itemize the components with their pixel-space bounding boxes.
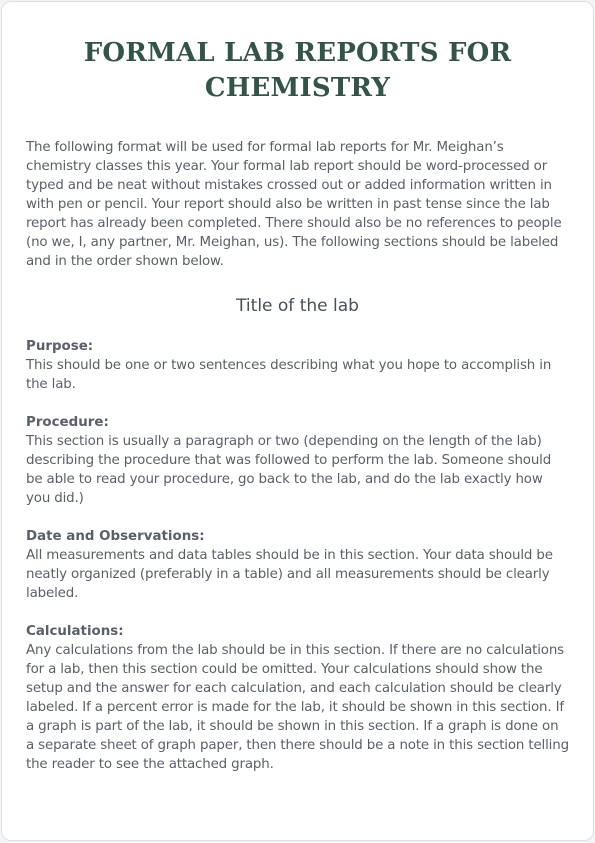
intro-paragraph: The following format will be used for formal lab reports for Mr. Meighan’s chemistry classes this year. Your formal lab report should be word-processed or typed and be neat without mistakes crossed out or added information written in with pen or pencil. Your report should also be written in past tense since the lab report has already been completed. There should also be no references to people (no we, I, any partner, Mr. Meighan, us). The following sections should be labeled and in the order shown below. xyxy=(26,140,562,269)
section-heading: Calculations: xyxy=(26,624,124,639)
section-date-observations xyxy=(26,527,569,603)
section-procedure xyxy=(26,413,569,508)
section-calculations xyxy=(26,622,569,774)
section-body: All measurements and data tables should be in this section. Your data should be neatly organized (preferably in a table) and all measurements should be clearly labeled. xyxy=(26,548,553,601)
section-body: Any calculations from the lab should be in this section. If there are no calculations for a lab, then this section could be omitted. Your calculations should show the setup and the answer for each calculation, and each calculation should be clearly labeled. If a percent error is made for the lab, it should be shown in this section. If a graph is part of the lab, it should be shown in this section. If a graph is done on a separate sheet of graph paper, then there should be a note in this section telling the reader to see the attached graph. xyxy=(26,643,569,772)
section-heading: Purpose: xyxy=(26,339,94,354)
document-page xyxy=(1,1,594,841)
lab-title-heading: Title of the lab xyxy=(236,296,359,316)
section-heading: Procedure: xyxy=(26,415,109,430)
section-body: This should be one or two sentences describing what you hope to accomplish in the lab. xyxy=(26,358,552,392)
document-title: FORMAL LAB REPORTS FOR CHEMISTRY xyxy=(83,38,512,103)
section-body: This section is usually a paragraph or two (depending on the length of the lab) describing the procedure that was followed to perform the lab. Someone should be able to read your procedure, go back to the lab, and do the lab exactly how you did.) xyxy=(26,434,552,506)
section-heading: Date and Observations: xyxy=(26,529,205,544)
section-purpose xyxy=(26,337,569,394)
